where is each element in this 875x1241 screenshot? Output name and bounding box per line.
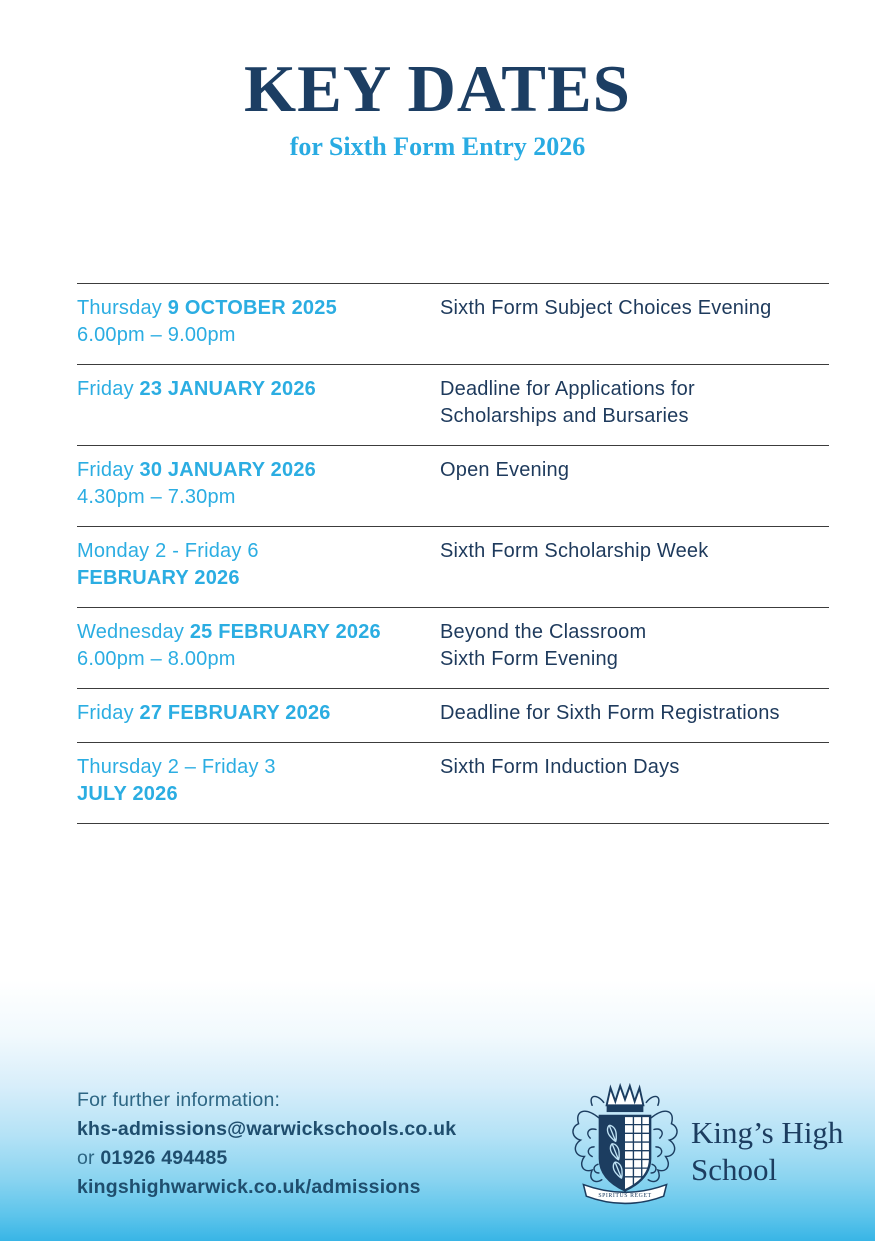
event-text: Sixth Form Induction Days bbox=[440, 756, 680, 778]
schedule-row-scholarship-deadline bbox=[77, 364, 829, 445]
header bbox=[0, 0, 875, 162]
date-line bbox=[77, 376, 440, 403]
contact-phone: 01926 494485 bbox=[100, 1147, 228, 1169]
event-text: Deadline for Sixth Form Registrations bbox=[440, 702, 780, 724]
event-cell bbox=[440, 538, 829, 592]
event-cell bbox=[440, 754, 829, 808]
schedule-row-induction-days bbox=[77, 742, 829, 823]
page-title: KEY DATES bbox=[244, 52, 631, 126]
school-name-line1: King’s High bbox=[691, 1115, 844, 1150]
day-text: Friday bbox=[77, 459, 140, 481]
event-text: Sixth Form Scholarship Week bbox=[440, 540, 709, 562]
schedule-row-scholarship-week bbox=[77, 526, 829, 607]
event-cell bbox=[440, 376, 829, 430]
date-cell bbox=[77, 619, 440, 673]
day-text: Thursday 2 – Friday 3 bbox=[77, 756, 276, 778]
school-name bbox=[691, 1114, 843, 1188]
date-text: 27 FEBRUARY 2026 bbox=[139, 702, 331, 724]
contact-phone-line: or 01926 494485 bbox=[77, 1147, 228, 1169]
contact-email: khs-admissions@warwickschools.co.uk bbox=[77, 1118, 457, 1140]
date-cell bbox=[77, 457, 440, 511]
date-cell bbox=[77, 295, 440, 349]
date-text: 30 JANUARY 2026 bbox=[139, 459, 316, 481]
day-text: Thursday bbox=[77, 297, 168, 319]
day-text: Friday bbox=[77, 378, 140, 400]
schedule-row-open-evening bbox=[77, 445, 829, 526]
event-cell bbox=[440, 619, 829, 673]
date-text: 9 OCTOBER 2025 bbox=[167, 297, 337, 319]
date-line bbox=[77, 295, 440, 322]
time-line: 4.30pm – 7.30pm bbox=[77, 486, 236, 508]
date-text: 25 FEBRUARY 2026 bbox=[189, 621, 381, 643]
crest-motto: SPIRITUS REGET bbox=[598, 1193, 652, 1200]
date-cell bbox=[77, 376, 440, 430]
date-line bbox=[77, 457, 440, 484]
contact-website: kingshighwarwick.co.uk/admissions bbox=[77, 1176, 421, 1198]
school-crest-icon bbox=[567, 1079, 683, 1207]
contact-info bbox=[77, 1086, 456, 1202]
school-name-line2: School bbox=[691, 1152, 778, 1187]
date-line bbox=[77, 754, 440, 781]
date-line2: FEBRUARY 2026 bbox=[77, 567, 240, 589]
schedule-row-beyond-classroom bbox=[77, 607, 829, 688]
date-text: 23 JANUARY 2026 bbox=[139, 378, 316, 400]
event-text: Open Evening bbox=[440, 459, 570, 481]
day-text: Wednesday bbox=[77, 621, 190, 643]
date-cell bbox=[77, 700, 440, 727]
event-text: Beyond the Classroom bbox=[440, 621, 647, 643]
event-cell bbox=[440, 457, 829, 511]
event-cell bbox=[440, 700, 829, 727]
event-text: Sixth Form Evening bbox=[440, 648, 619, 670]
event-text: Deadline for Applications for bbox=[440, 378, 695, 400]
date-line bbox=[77, 619, 440, 646]
schedule-row-subject-choices bbox=[77, 283, 829, 364]
date-line bbox=[77, 538, 440, 565]
time-line: 6.00pm – 9.00pm bbox=[77, 324, 236, 346]
event-text: Sixth Form Subject Choices Evening bbox=[440, 297, 772, 319]
page-subtitle: for Sixth Form Entry 2026 bbox=[289, 132, 586, 162]
schedule-row-registration-deadline bbox=[77, 688, 829, 742]
day-text: Monday 2 - Friday 6 bbox=[77, 540, 259, 562]
day-text: Friday bbox=[77, 702, 140, 724]
date-line2: JULY 2026 bbox=[77, 783, 178, 805]
date-cell bbox=[77, 754, 440, 808]
time-line: 6.00pm – 8.00pm bbox=[77, 648, 236, 670]
contact-intro: For further information: bbox=[77, 1089, 281, 1111]
date-cell bbox=[77, 538, 440, 592]
event-cell bbox=[440, 295, 829, 349]
date-line bbox=[77, 700, 440, 727]
event-text: Scholarships and Bursaries bbox=[440, 405, 689, 427]
schedule-table bbox=[77, 283, 829, 824]
